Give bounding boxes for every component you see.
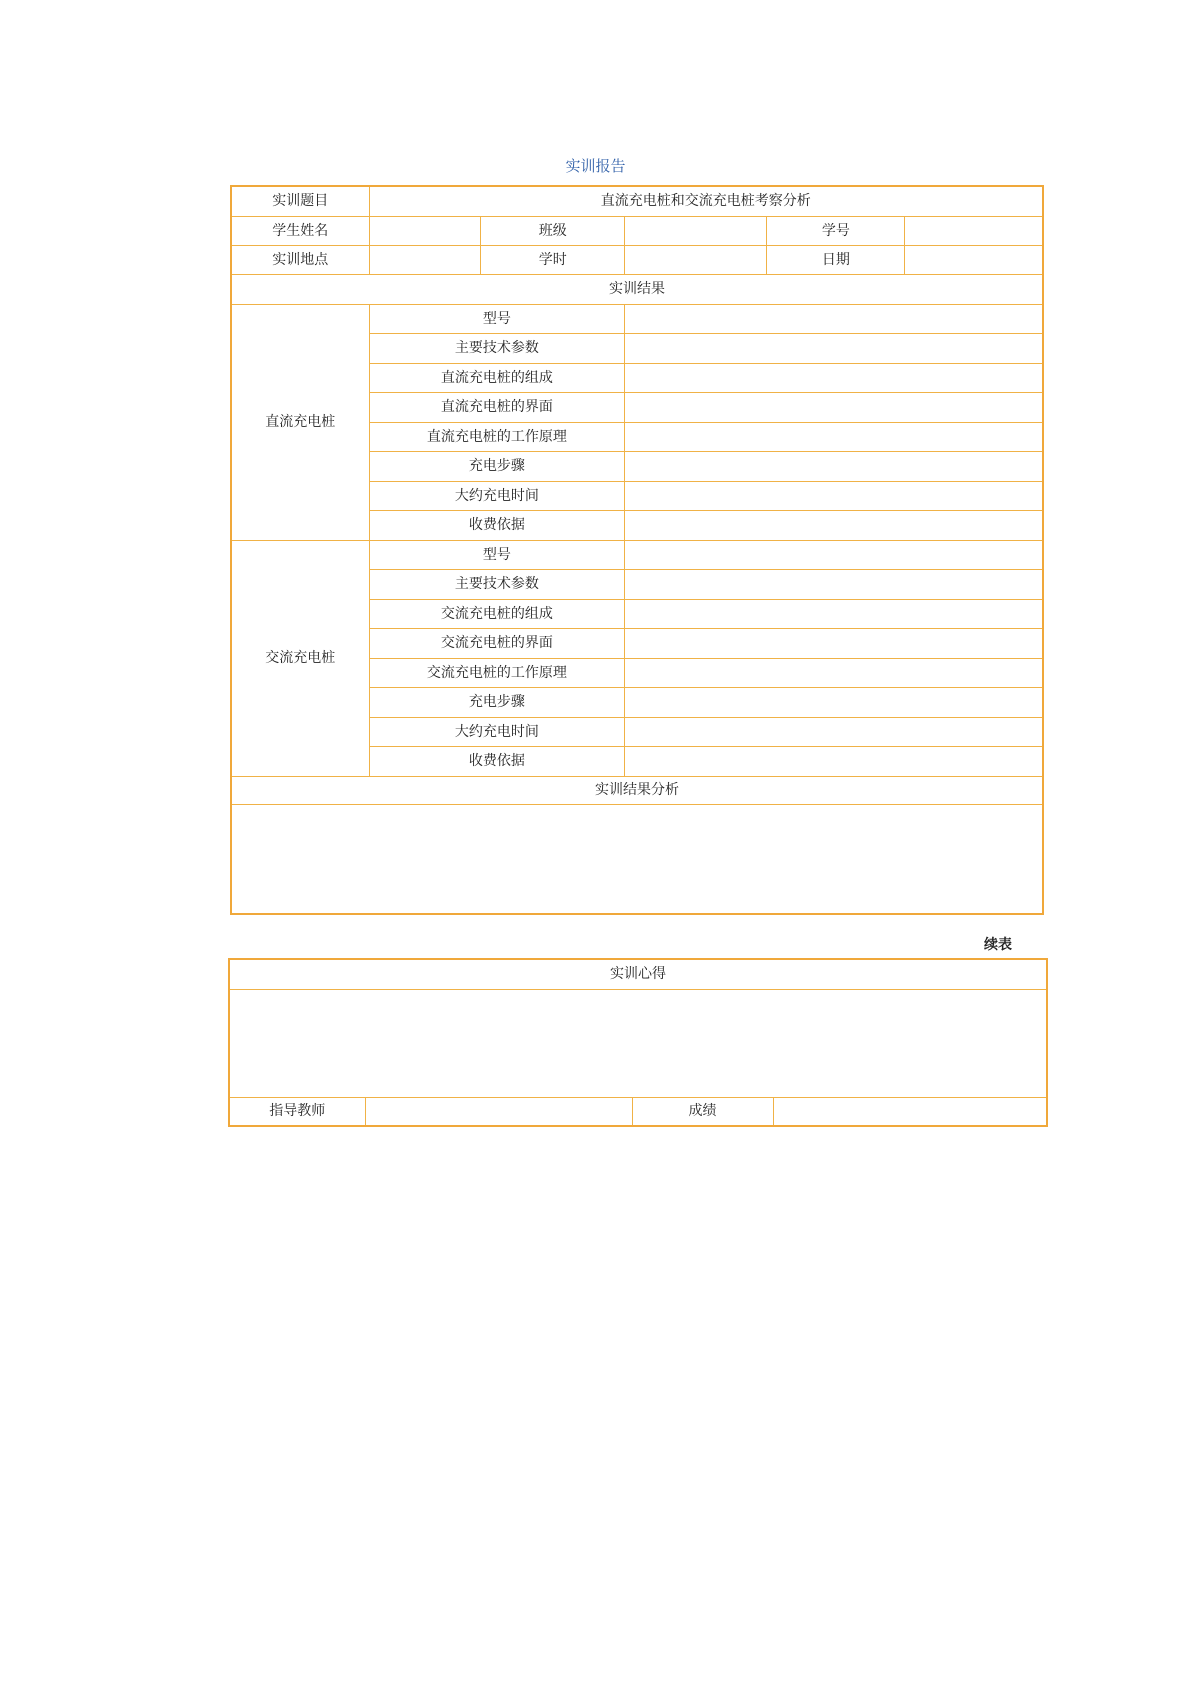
instructor-cell[interactable]	[365, 1097, 632, 1126]
grade-label: 成绩	[632, 1097, 773, 1126]
ac-item-label: 主要技术参数	[369, 570, 625, 600]
ac-item-value-cell[interactable]	[625, 747, 1043, 777]
location-cell[interactable]	[369, 245, 481, 274]
dc-item-label: 主要技术参数	[369, 334, 625, 364]
continued-label: 续表	[984, 937, 1012, 953]
student-id-label: 学号	[767, 216, 905, 245]
dc-item-label: 直流充电桩的组成	[369, 363, 625, 393]
hours-label: 学时	[481, 245, 625, 274]
dc-item-value-cell[interactable]	[625, 393, 1043, 423]
dc-item-value-cell[interactable]	[625, 511, 1043, 541]
topic-value: 直流充电桩和交流充电桩考察分析	[369, 186, 1043, 216]
dc-item-label: 充电步骤	[369, 452, 625, 482]
ac-item-label: 交流充电桩的界面	[369, 629, 625, 659]
dc-item-value-cell[interactable]	[625, 422, 1043, 452]
student-name-label: 学生姓名	[231, 216, 369, 245]
dc-item-label: 直流充电桩的界面	[369, 393, 625, 423]
dc-item-value-cell[interactable]	[625, 481, 1043, 511]
grade-cell[interactable]	[773, 1097, 1047, 1126]
ac-item-label: 交流充电桩的组成	[369, 599, 625, 629]
location-label: 实训地点	[231, 245, 369, 274]
ac-item-label: 大约充电时间	[369, 717, 625, 747]
topic-label: 实训题目	[231, 186, 369, 216]
ac-item-label: 型号	[369, 540, 625, 570]
ac-item-value-cell[interactable]	[625, 658, 1043, 688]
continuation-table	[228, 958, 1048, 1127]
ac-item-value-cell[interactable]	[625, 688, 1043, 718]
results-header: 实训结果	[231, 274, 1043, 304]
ac-item-value-cell[interactable]	[625, 717, 1043, 747]
date-label: 日期	[767, 245, 905, 274]
dc-item-value-cell[interactable]	[625, 363, 1043, 393]
ac-item-value-cell[interactable]	[625, 599, 1043, 629]
ac-item-value-cell[interactable]	[625, 570, 1043, 600]
dc-item-value-cell[interactable]	[625, 452, 1043, 482]
ac-item-label: 收费依据	[369, 747, 625, 777]
dc-row	[231, 304, 1043, 334]
dc-item-label: 直流充电桩的工作原理	[369, 422, 625, 452]
ac-row	[231, 540, 1043, 570]
instructor-label: 指导教师	[229, 1097, 365, 1126]
ac-group-label: 交流充电桩	[231, 540, 369, 776]
experience-header: 实训心得	[229, 959, 1047, 989]
dc-item-value-cell[interactable]	[625, 304, 1043, 334]
experience-content-area[interactable]	[229, 989, 1047, 1097]
report-table	[230, 185, 1044, 915]
date-cell[interactable]	[905, 245, 1043, 274]
class-label: 班级	[481, 216, 625, 245]
ac-item-value-cell[interactable]	[625, 540, 1043, 570]
hours-cell[interactable]	[625, 245, 767, 274]
student-name-cell[interactable]	[369, 216, 481, 245]
student-id-cell[interactable]	[905, 216, 1043, 245]
dc-group-label: 直流充电桩	[231, 304, 369, 540]
dc-item-label: 型号	[369, 304, 625, 334]
dc-item-value-cell[interactable]	[625, 334, 1043, 364]
analysis-header: 实训结果分析	[231, 776, 1043, 804]
ac-item-value-cell[interactable]	[625, 629, 1043, 659]
dc-item-label: 大约充电时间	[369, 481, 625, 511]
ac-item-label: 交流充电桩的工作原理	[369, 658, 625, 688]
page-title: 实训报告	[565, 157, 626, 175]
class-cell[interactable]	[625, 216, 767, 245]
dc-item-label: 收费依据	[369, 511, 625, 541]
analysis-content-area[interactable]	[231, 804, 1043, 914]
ac-item-label: 充电步骤	[369, 688, 625, 718]
